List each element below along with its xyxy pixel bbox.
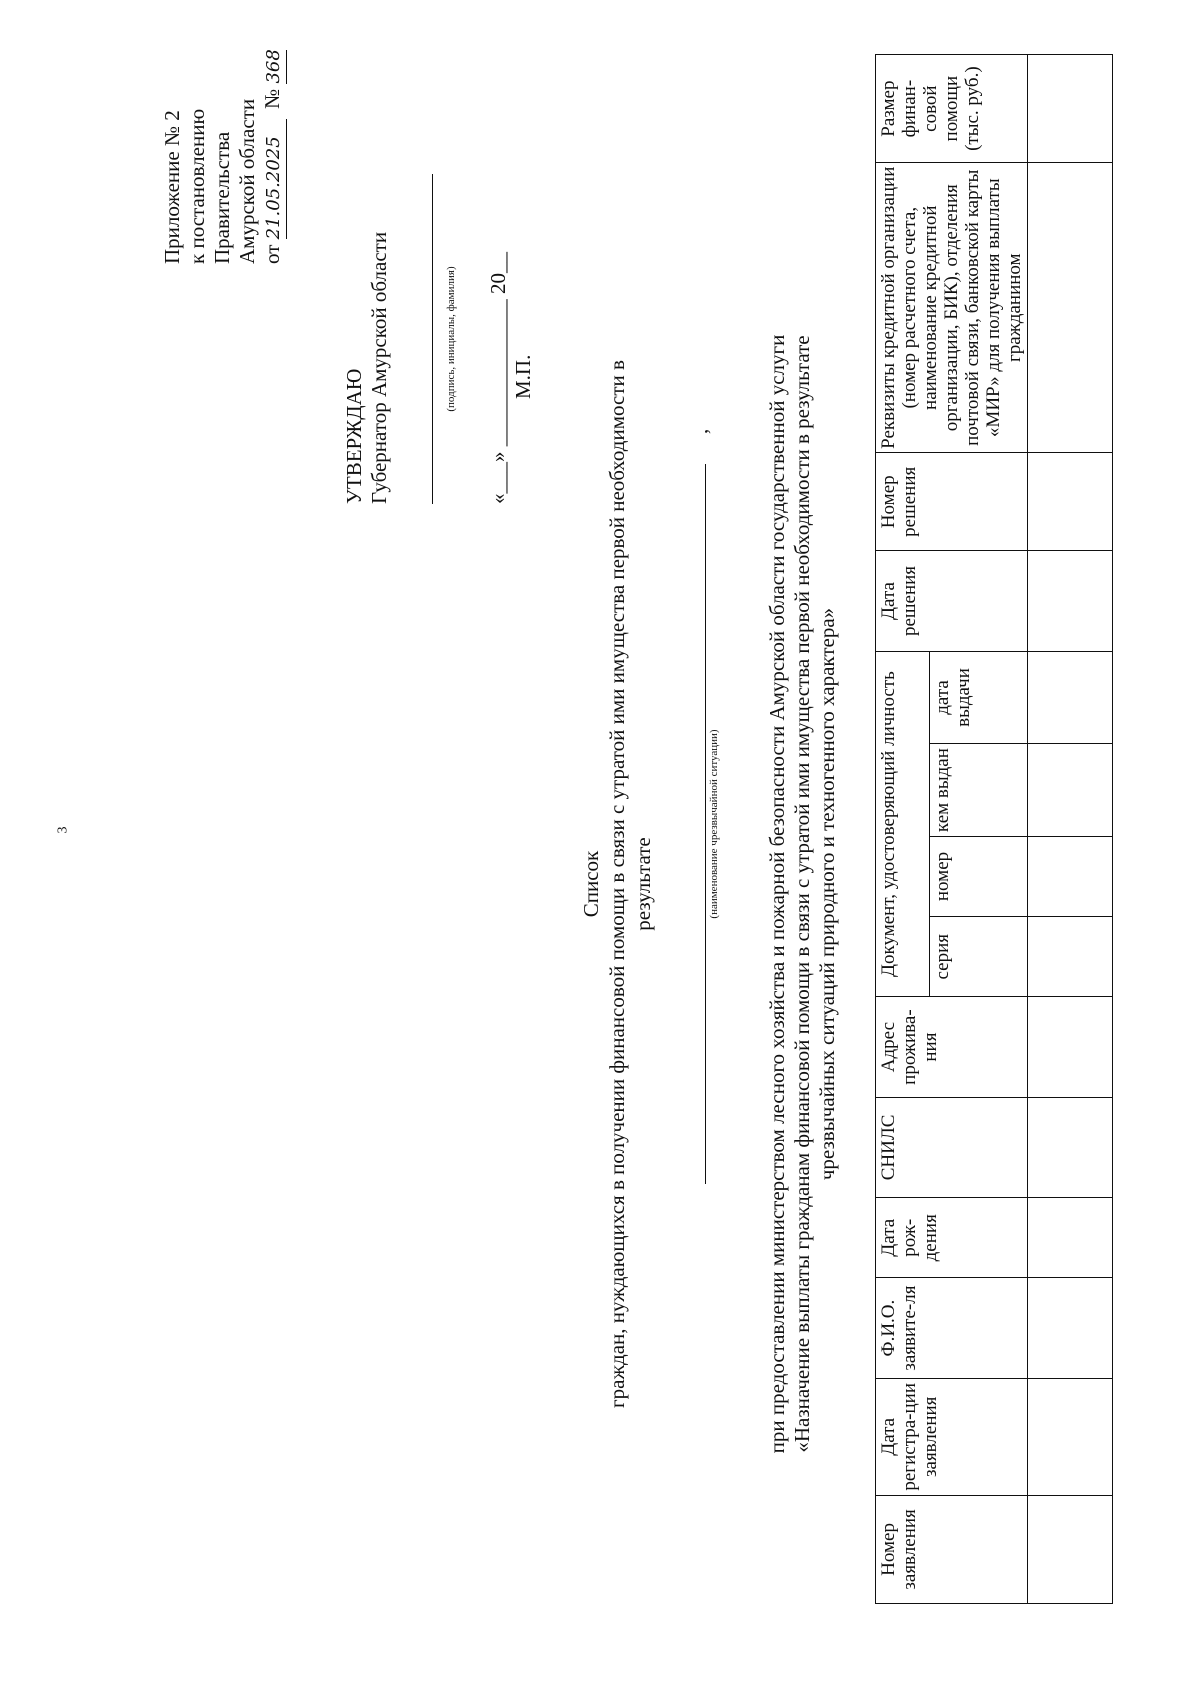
description-line1: при предоставлении министерством лесного хозяйства и пожарной безопасности Амурской области государственной услуги <box>765 334 789 1454</box>
table-cell <box>1028 453 1113 551</box>
appendix-line3: Амурской области <box>235 98 259 264</box>
table-cell <box>1028 1495 1113 1603</box>
appendix-block <box>160 14 287 264</box>
appendix-line1: Приложение № 2 <box>160 110 184 264</box>
date-prefix: от <box>260 244 284 264</box>
subcol-number: номер <box>930 836 1028 916</box>
situation-hint: (наименование чрезвычайной ситуации) <box>705 464 720 1184</box>
col-address: Адрес прожива-ния <box>876 997 1028 1097</box>
table-cell <box>1028 1198 1113 1278</box>
appendix-line2: к постановлению Правительства <box>185 108 234 264</box>
handwritten-date: 21.05.2025 <box>261 119 287 239</box>
col-registration-date: Дата регистра-ции заявления <box>876 1378 1028 1495</box>
signature-hint: (подпись, инициалы, фамилия) <box>445 266 457 412</box>
situation-comma: , <box>688 428 712 434</box>
table-cell <box>1028 744 1113 837</box>
page-number: 3 <box>55 826 71 834</box>
col-application-number: Номер заявления <box>876 1495 1028 1603</box>
approval-heading: УТВЕРЖДАЮ <box>342 368 366 504</box>
header-row <box>876 55 930 1604</box>
table-cell <box>1028 997 1113 1097</box>
table-row <box>1028 55 1113 1604</box>
col-birth-date: Дата рож-дения <box>876 1198 1028 1278</box>
col-decision-date: Дата решения <box>876 551 1028 651</box>
title-word: Список <box>579 850 603 918</box>
table-cell <box>1028 551 1113 651</box>
description-line3: чрезвычайных ситуаций природного и техногенного характера» <box>815 607 839 1181</box>
table-cell <box>1028 55 1113 163</box>
col-snils: СНИЛС <box>876 1097 1028 1197</box>
document-title <box>578 144 656 1624</box>
description-line2: «Назначение выплаты гражданам финансовой помощи в связи с утратой ими имущества первой необходимости в результате <box>790 335 814 1453</box>
signature-line <box>432 174 433 504</box>
table-cell <box>1028 917 1113 997</box>
table-cell <box>1028 163 1113 453</box>
subcol-series: серия <box>930 917 1028 997</box>
table-cell <box>1028 1278 1113 1378</box>
citizens-table <box>875 54 1113 1604</box>
col-assistance-amount: Размер финан-совой помощи (тыс. руб.) <box>876 55 1028 163</box>
table-cell <box>1028 1378 1113 1495</box>
stamp-place: М.П. <box>511 354 535 399</box>
table-cell <box>1028 651 1113 744</box>
number-prefix: № <box>260 88 284 109</box>
title-line1: граждан, нуждающихся в получении финансовой помощи в связи с утратой ими имущества первой необходимости в <box>605 360 629 1408</box>
title-line2: результате <box>631 837 655 931</box>
col-bank-details: Реквизиты кредитной организации (номер расчетного счета, наименование кредитной организации, БИК), отделения почтовой связи, банковской карты «МИР» для получения выплаты гражданином <box>876 163 1028 453</box>
subcol-issue-date: дата выдачи <box>930 651 1028 744</box>
approval-block <box>342 104 536 504</box>
approval-governor: Губернатор Амурской области <box>367 231 391 504</box>
appendix-date-line <box>260 14 287 264</box>
handwritten-number: 368 <box>261 50 287 84</box>
table-cell <box>1028 836 1113 916</box>
col-decision-number: Номер решения <box>876 453 1028 551</box>
service-description <box>765 164 840 1624</box>
col-identity-document: Документ, удостоверяющий личность <box>876 651 930 997</box>
table-cell <box>1028 1097 1113 1197</box>
subcol-issued-by: кем выдан <box>930 744 1028 837</box>
col-applicant-name: Ф.И.О. заявите-ля <box>876 1278 1028 1378</box>
approval-date-line: «___» ______________ 20__ <box>486 252 510 504</box>
